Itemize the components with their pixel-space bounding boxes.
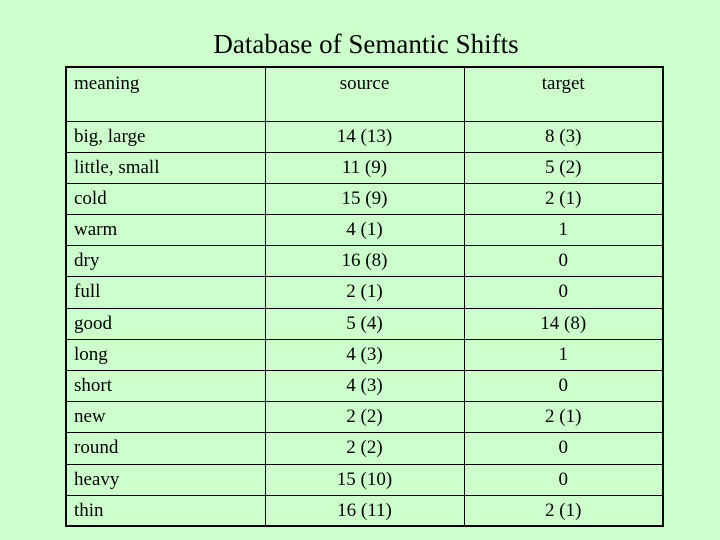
page-title: Database of Semantic Shifts <box>213 29 519 59</box>
meaning-cell: full <box>66 277 265 308</box>
table-row <box>66 495 663 526</box>
meaning-cell: cold <box>66 183 265 214</box>
header-meaning: meaning <box>66 67 265 121</box>
source-cell: 5 (4) <box>265 308 464 339</box>
meaning-cell: long <box>66 339 265 370</box>
header-target: target <box>464 67 663 121</box>
meaning-cell: round <box>66 433 265 464</box>
table-row <box>66 402 663 433</box>
source-cell: 4 (3) <box>265 339 464 370</box>
source-cell: 16 (8) <box>265 246 464 277</box>
source-cell: 16 (11) <box>265 495 464 526</box>
meaning-cell: thin <box>66 495 265 526</box>
semantic-shifts-table <box>65 66 664 527</box>
table-row <box>66 215 663 246</box>
meaning-cell: new <box>66 402 265 433</box>
target-cell: 2 (1) <box>464 495 663 526</box>
table-row <box>66 152 663 183</box>
meaning-cell: dry <box>66 246 265 277</box>
target-cell: 14 (8) <box>464 308 663 339</box>
table-row <box>66 183 663 214</box>
table-row <box>66 371 663 402</box>
meaning-cell: warm <box>66 215 265 246</box>
target-cell: 0 <box>464 277 663 308</box>
meaning-cell: heavy <box>66 464 265 495</box>
table-row <box>66 246 663 277</box>
source-cell: 2 (1) <box>265 277 464 308</box>
target-cell: 1 <box>464 339 663 370</box>
table-row <box>66 433 663 464</box>
source-cell: 4 (1) <box>265 215 464 246</box>
target-cell: 0 <box>464 433 663 464</box>
meaning-cell: short <box>66 371 265 402</box>
target-cell: 2 (1) <box>464 402 663 433</box>
source-cell: 15 (10) <box>265 464 464 495</box>
table-row <box>66 308 663 339</box>
table-row <box>66 277 663 308</box>
target-cell: 0 <box>464 464 663 495</box>
meaning-cell: little, small <box>66 152 265 183</box>
target-cell: 2 (1) <box>464 183 663 214</box>
target-cell: 8 (3) <box>464 121 663 152</box>
meaning-cell: good <box>66 308 265 339</box>
target-cell: 1 <box>464 215 663 246</box>
table-row <box>66 464 663 495</box>
table-header-row <box>66 67 663 121</box>
target-cell: 0 <box>464 246 663 277</box>
source-cell: 11 (9) <box>265 152 464 183</box>
header-source: source <box>265 67 464 121</box>
source-cell: 15 (9) <box>265 183 464 214</box>
table-row <box>66 339 663 370</box>
target-cell: 5 (2) <box>464 152 663 183</box>
source-cell: 2 (2) <box>265 433 464 464</box>
source-cell: 4 (3) <box>265 371 464 402</box>
meaning-cell: big, large <box>66 121 265 152</box>
source-cell: 2 (2) <box>265 402 464 433</box>
table-row <box>66 121 663 152</box>
source-cell: 14 (13) <box>265 121 464 152</box>
target-cell: 0 <box>464 371 663 402</box>
